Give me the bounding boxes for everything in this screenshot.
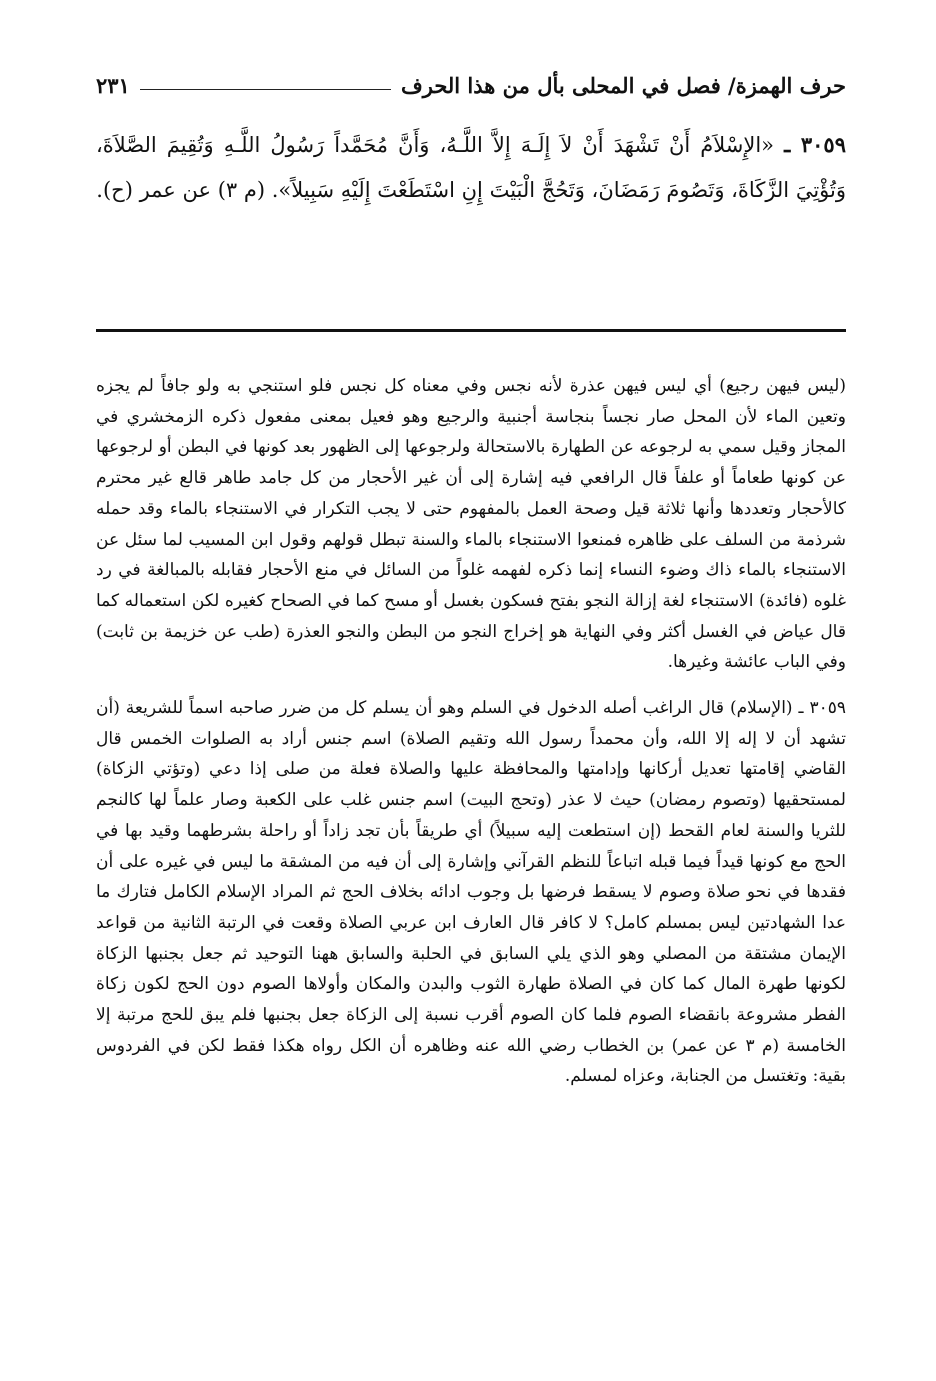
running-title: حرف الهمزة/ فصل في المحلى بأل من هذا الحرف <box>400 73 846 98</box>
header-rule <box>140 89 391 90</box>
hadith-text: «الإِسْلاَمُ أَنْ تَشْهَدَ أَنْ لاَ إِلَـهَ إِلاَّ اللَّـهُ، وَأَنَّ مُحَمَّداً رَسُولُ اللَّـهِ وَتُقِيمَ الصَّلاَةَ، وَتُؤْتِيَ الزَّكَاةَ، وَتَصُومَ رَمَضَانَ، وَتَحُجَّ الْبَيْتَ إِنِ اسْتَطَعْتَ إِلَيْهِ سَبِيلاً». (م ٣) عن عمر (ح). <box>96 133 846 202</box>
page-header <box>96 60 846 104</box>
hadith-number: ٣٠٥٩ ـ <box>784 132 846 157</box>
commentary-block <box>96 371 846 1092</box>
commentary-paragraph: ٣٠٥٩ ـ (الإسلام) قال الراغب أصله الدخول في السلم وهو أن يسلم كل من ضرر صاحبه اسماً للشريعة (أن تشهد أن لا إله إلا الله، وأن محمداً رسول الله وتقيم الصلاة) اسم جنس أراد به الصلوات الخمس قال القاضي إقامتها تعديل أركانها وإدامتها والمحافظة عليها والصلاة فعلة من صلى إذا دعي (وتؤتي الزكاة) لمستحقيها (وتصوم رمضان) حيث لا عذر (وتحج البيت) اسم جنس غلب على الكعبة وصار علماً لها كالنجم للثريا والسنة لعام القحط (إن استطعت إليه سبيلاً) أي طريقاً بأن تجد زاداً أو راحلة بشرطهما وقيد بها في الحج مع كونها قيداً فيما قبله اتباعاً للنظم القرآني وإشارة إلى أن فيه من المشقة ما ليس في غيره على أن فقدها في نحو صلاة وصوم لا يسقط فرضها بل وجوب ادائه بخلاف الحج ثم المراد الإسلام الكامل فتارك ما عدا الشهادتين ليس بمسلم كامل؟ لا كافر قال العارف ابن عربي الصلاة وقعت في الرتبة الثانية من قواعد الإيمان مشتقة من المصلي وهو الذي يلي السابق في الحلبة والسابق ههنا التوحيد ثم جعل بجنبها الزكاة لكونها طهرة المال كما كان في الصلاة طهارة الثوب والبدن والمكان وأولاها الصوم دون الحج لكون زكاة الفطر مشروعة بانقضاء الصوم فلما كان الصوم أقرب نسبة إلى الزكاة جعل بجنبها فلم يبق للحج مرتبة إلا الخامسة (م ٣ عن عمر) بن الخطاب رضي الله عنه وظاهره أن الكل رواه هكذا فقط لكن في الفردوس بقية: وتغتسل من الجنابة، وعزاه لمسلم. <box>96 698 846 1087</box>
hadith-text-block <box>96 122 846 213</box>
section-divider <box>96 329 846 332</box>
page-number: ٢٣١ <box>96 73 130 98</box>
commentary-paragraph: (ليس فيهن رجيع) أي ليس فيهن عذرة لأنه نجس وفي معناه كل نجس فلو استنجي به ولو جافاً لم يجزه وتعين الماء لأن المحل صار نجساً بنجاسة أجنبية والرجيع وهو فعيل بمعنى مفعول ذكره الزمخشري في المجاز وقيل سمي به لرجوعه عن الطهارة بالاستحالة ولرجوعها إلى الظهور بعد كونها في البطن أو لرجوعها عن كونها طعاماً أو علفاً قال الرافعي فيه إشارة إلى أن غير الأحجار من كل جامد طاهر قالع غير محترم كالأحجار وتعددها وأنها ثلاثة قيل وصحة العمل بالمفهوم حتى لا يجب التكرار في الاستنجاء بالماء وقد حمله شرذمة من السلف على ظاهره فمنعوا الاستنجاء بالماء والسنة تبطل قولهم وقول ابن المسيب لما سئل عن الاستنجاء بالماء ذاك وضوء النساء إنما ذكره لفهمه غلواً من السائل في منع الأحجار فقابله بالمبالغة في رد غلوه (فائدة) الاستنجاء لغة إزالة النجو بفتح فسكون بغسل أو مسح كما في الصحاح كغيره لكن استعماله كما قال عياض في الغسل أكثر وفي النهاية هو إخراج النجو من البطن والنجو العذرة (طب عن خزيمة بن ثابت) وفي الباب عائشة وغيرها. <box>96 376 846 673</box>
